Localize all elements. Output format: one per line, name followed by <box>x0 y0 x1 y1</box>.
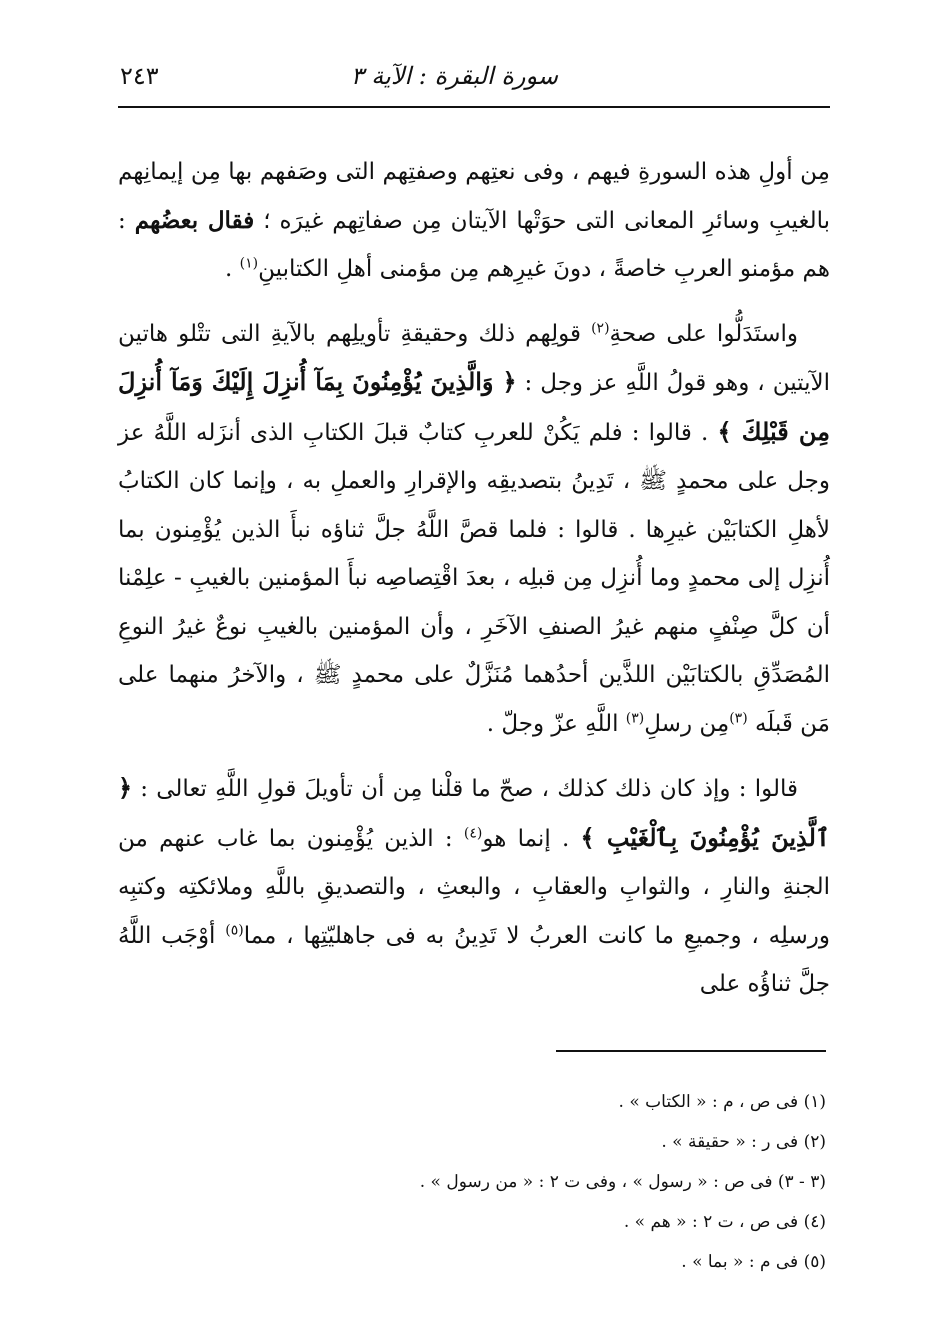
footnote-4: (٤) فى ص ، ت ٢ : « هم » . <box>623 1212 826 1232</box>
footnote-ref-3-start[interactable]: (٣) <box>729 709 748 726</box>
text-run: مِن رسلِ <box>644 710 730 737</box>
running-title: سورة البقرة : الآية ٣ <box>350 62 558 90</box>
paragraph-1 <box>118 148 830 294</box>
running-header <box>118 60 828 100</box>
footnote-2: (٢) فى ر : « حقيقة » . <box>661 1132 826 1152</box>
footnote-5: (٥) فى م : « بما » . <box>681 1252 826 1272</box>
text-run: : هم مؤمنو العربِ خاصةً ، دونَ غيرِهم مِن مؤمنى أهلِ الكتابينِ <box>118 207 830 282</box>
quran-verse: ﴿ وَالَّذِينَ يُؤْمِنُونَ بِمَآ أُنزِلَ إِلَيْكَ وَمَآ أُنزِلَ مِن قَبْلِكَ ﴾ <box>118 367 830 446</box>
text-run: قالوا : وإذ كان ذلك كذلك ، صحّ ما قلْنا مِن أن تأويلَ قولِ اللَّهِ تعالى : <box>132 776 798 802</box>
footnote-1: (١) فى ص ، م : « الكتاب » . <box>618 1092 826 1112</box>
text-run: . <box>225 256 240 282</box>
text-run: أوْجَب اللَّهُ جلَّ ثناؤُه على <box>118 922 830 997</box>
quran-verse: ﴿ ٱلَّذِينَ يُؤْمِنُونَ بِٱلْغَيْبِ ﴾ <box>118 773 830 852</box>
text-run: مِن أولِ هذه السورةِ فيهم ، وفى نعتِهم وصفتِهم التى وصَفهم بها مِن إيمانِهم بالغيبِ وسائرِ المعانى التى حوَتْها الآيتان مِن صفاتِهم غيرَه ؛ <box>118 159 830 234</box>
bold-phrase: فقال بعضُهم <box>134 206 255 234</box>
footnote-3: (٣ - ٣) فى ص : « رسول » ، وفى ت ٢ : « من رسول » . <box>419 1172 826 1192</box>
main-text <box>118 148 830 1009</box>
page-number: ٢٤٣ <box>120 62 159 90</box>
text-run: اللَّهِ عزّ وجلّ . <box>486 710 626 737</box>
paragraph-2 <box>118 310 830 749</box>
footnote-ref-3-end[interactable]: (٣) <box>625 709 645 726</box>
text-run: واستَدَلُّوا على صحةِ <box>609 320 798 347</box>
paragraph-3 <box>118 764 830 1009</box>
footnotes <box>118 1082 826 1282</box>
text-run: . إنما هو <box>482 825 581 852</box>
footnote-ref-1[interactable]: (١) <box>239 255 259 272</box>
footnote-ref-4[interactable]: (٤) <box>463 824 483 841</box>
footnote-ref-2[interactable]: (٢) <box>591 319 610 336</box>
footnote-ref-5[interactable]: (٥) <box>225 921 244 938</box>
header-rule <box>118 106 830 108</box>
text-run: . قالوا : فلم يَكُنْ للعربِ كتابٌ قبلَ الكتابِ الذى أنزَله اللَّهُ عز وجل على محمدٍ ﷺ ، تَدِينُ بتصديقِه والإقرارِ والعملِ به ، وإنما كان الكتابُ لأهلِ الكتابَيْن غيرِها . قالوا : فلما قصَّ اللَّهُ جلَّ ثناؤه نبأَ الذين يُؤْمِنون بما أُنزِل إلى محمدٍ وما أُنزِل مِن قبلِه ، بعدَ اقْتِصاصِه نبأَ المؤمنين بالغيبِ - علِمْنا أن كلَّ صِنْفٍ منهم غيرُ الصنفِ الآخَرِ ، وأن المؤمنين بالغيبِ نوعٌ غيرُ النوعِ المُصَدِّقِ بالكتابَيْن اللذَّين أحدُهما مُنَزَّلٌ على محمدٍ ﷺ ، والآخرُ منهما على مَن قَبلَه <box>118 419 830 737</box>
text-run: : الذين يُؤْمِنون بما غاب عنهم من الجنةِ والنارِ ، والثوابِ والعقابِ ، والبعثِ ، والتصديقِ باللَّهِ وملائكتِه وكتبِه ورسلِه ، وجميعِ ما كانت العربُ لا تَدِينُ به فى جاهليّتِها ، مما <box>118 825 831 949</box>
text-run: قولِهم ذلك وحقيقةِ تأويلِهم بالآيةِ التى تتْلو هاتين الآيتين ، وهو قولُ اللَّهِ عز وجل : <box>118 320 830 396</box>
footnote-rule <box>556 1050 826 1052</box>
